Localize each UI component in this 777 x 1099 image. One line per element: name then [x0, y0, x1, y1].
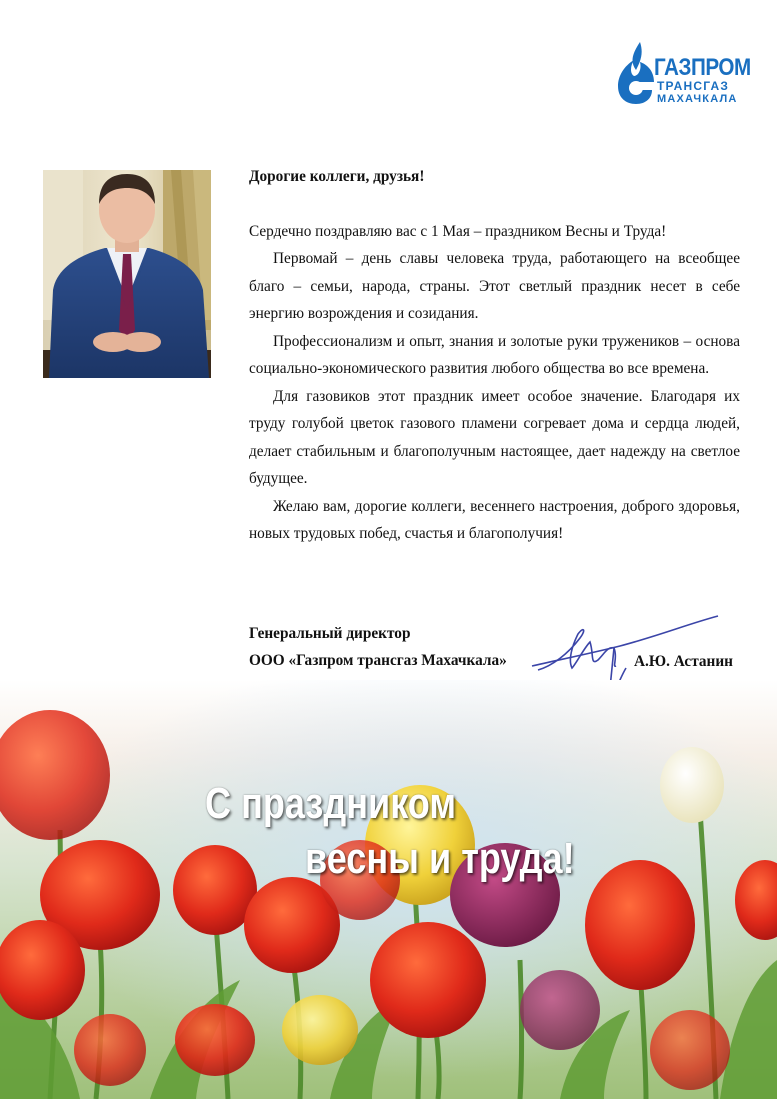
director-portrait — [43, 170, 211, 378]
tulips-illustration — [0, 680, 777, 1099]
signatory-company: ООО «Газпром трансгаз Махачкала» — [249, 652, 507, 669]
logo-line-1: ГАЗПРОМ — [654, 54, 751, 81]
company-logo — [610, 38, 751, 110]
greeting-headline-line1: С праздником — [205, 779, 457, 828]
logo-line-2: ТРАНСГАЗ — [657, 79, 730, 93]
signatory-position: Генеральный директор — [249, 625, 411, 642]
gazprom-flame-icon — [610, 40, 658, 106]
greeting-headline-line2: весны и труда! — [305, 834, 575, 883]
letter-paragraph: Сердечно поздравляю вас с 1 Мая – праздником Весны и Труда! — [249, 222, 667, 240]
letter-paragraph: Первомай – день славы человека труда, работающего на всеобщее благо – семьи, народа, страны. Этот светлый праздник несет в себе энергию возрождения и созидания. — [249, 250, 740, 322]
letter-paragraph: Желаю вам, дорогие коллеги, весеннего настроения, доброго здоровья, новых трудовых побед, счастья и благополучия! — [249, 497, 740, 542]
letter-paragraph: Для газовиков этот праздник имеет особое значение. Благодаря их труду голубой цветок газового пламени согревает дома и сердца людей, делает стабильным и благополучным настоящее, дает надежду на светлое будущее. — [249, 387, 740, 487]
letter-paragraph: Профессионализм и опыт, знания и золотые руки тружеников – основа социально-экономического развития любого общества во все времена. — [249, 332, 740, 377]
signatory-name: А.Ю. Астанин — [634, 653, 733, 670]
letter-greeting: Дорогие коллеги, друзья! — [249, 168, 425, 185]
logo-line-3: МАХАЧКАЛА — [657, 93, 738, 105]
letter-body — [249, 163, 740, 548]
